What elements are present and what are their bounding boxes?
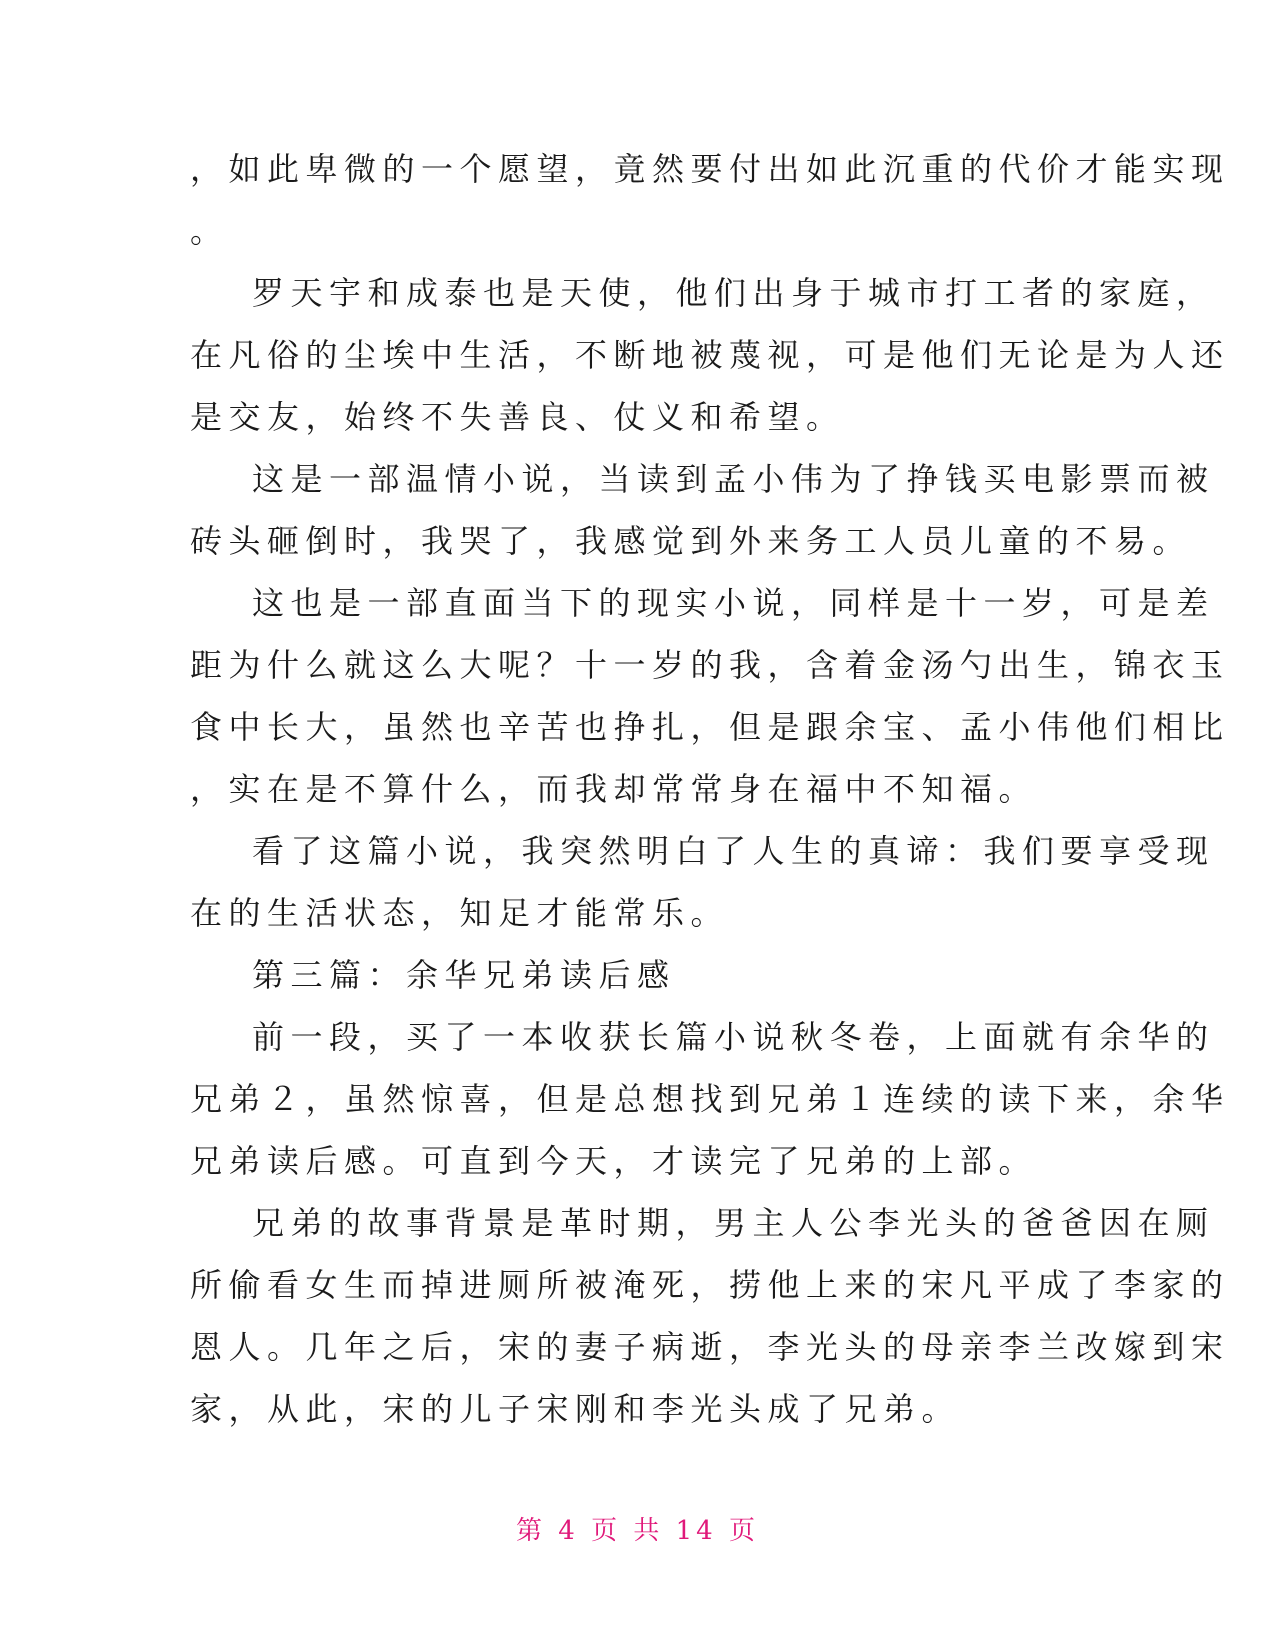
page-number-label: 第 4 页 共 14 页 xyxy=(516,1516,759,1546)
page-number-footer xyxy=(0,1510,1275,1547)
document-page: ，如此卑微的一个愿望，竟然要付出如此沉重的代价才能实现 。 罗天宇和成泰也是天使，他们出身于城市打工者的家庭， 在凡俗的尘埃中生活，不断地被蔑视，可是他们无论是为人还 是交友，始终不失善良、仗义和希望。 这是一部温情小说，当读到孟小伟为了挣钱买电影票而被 砖头砸倒时，我哭了，我感觉到外来务工人员儿童的不易。 这也是一部直面当下的现实小说，同样是十一岁，可是差 距为什么就这么大呢？十一岁的我，含着金汤勺出生，锦衣玉 食中长大，虽然也辛苦也挣扎，但是跟余宝、孟小伟他们相比 ，实在是不算什么，而我却常常身在福中不知福。 看了这篇小说，我突然明白了人生的真谛：我们要享受现 在的生活状态，知足才能常乐。 第三篇：余华兄弟读后感 前一段，买了一本收获长篇小说秋冬卷，上面就有余华的 兄弟２，虽然惊喜，但是总想找到兄弟１连续的读下来，余华 兄弟读后感。可直到今天，才读完了兄弟的上部。 兄弟的故事背景是革时期，男主人公李光头的爸爸因在厕 所偷看女生而掉进厕所被淹死，捞他上来的宋凡平成了李家的 恩人。几年之后，宋的妻子病逝，李光头的母亲李兰改嫁到宋 家，从此，宋的儿子宋刚和李光头成了兄弟。 第 4 页 共 14 页 xyxy=(0,0,1275,1650)
